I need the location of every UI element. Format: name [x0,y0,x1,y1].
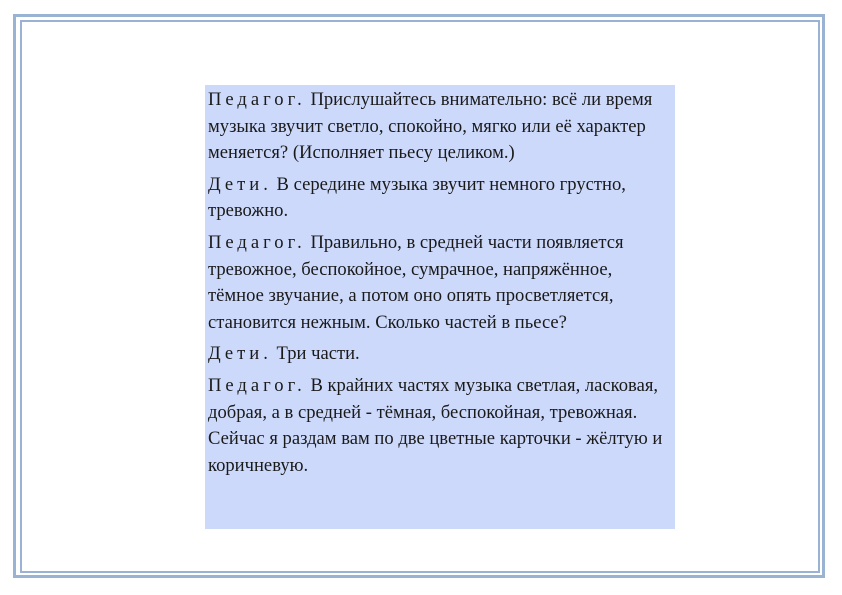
dialogue-text: Правильно, в средней части появляется тревожное, беспокойное, сумрачное, напряжённое, тёмное звучание, а потом оно опять просветляется, становится нежным. Сколько частей в пьесе? [208,231,624,333]
dialogue-paragraph-teacher [208,87,672,167]
dialogue-text-block [205,85,675,529]
speaker-label: Дети. [208,343,272,365]
dialogue-text: В середине музыка звучит немного грустно, тревожно. [208,173,626,222]
dialogue-paragraph-teacher [208,373,672,479]
dialogue-paragraph-children [208,172,672,225]
dialogue-paragraph-children [208,341,672,368]
dialogue-text: Три части. [276,343,360,365]
speaker-label: Педагог. [208,231,306,253]
dialogue-text: Прислушайтесь внимательно: всё ли время музыка звучит светло, спокойно, мягко или её характер меняется? (Исполняет пьесу целиком.) [208,89,653,164]
dialogue-paragraph-teacher [208,230,672,336]
speaker-label: Дети. [208,173,272,195]
speaker-label: Педагог. [208,374,306,396]
dialogue-text: В крайних частях музыка светлая, ласковая, добрая, а в средней - тёмная, беспокойная, тревожная. Сейчас я раздам вам по две цветные карточки - жёлтую и коричневую. [208,374,663,476]
speaker-label: Педагог. [208,89,306,110]
